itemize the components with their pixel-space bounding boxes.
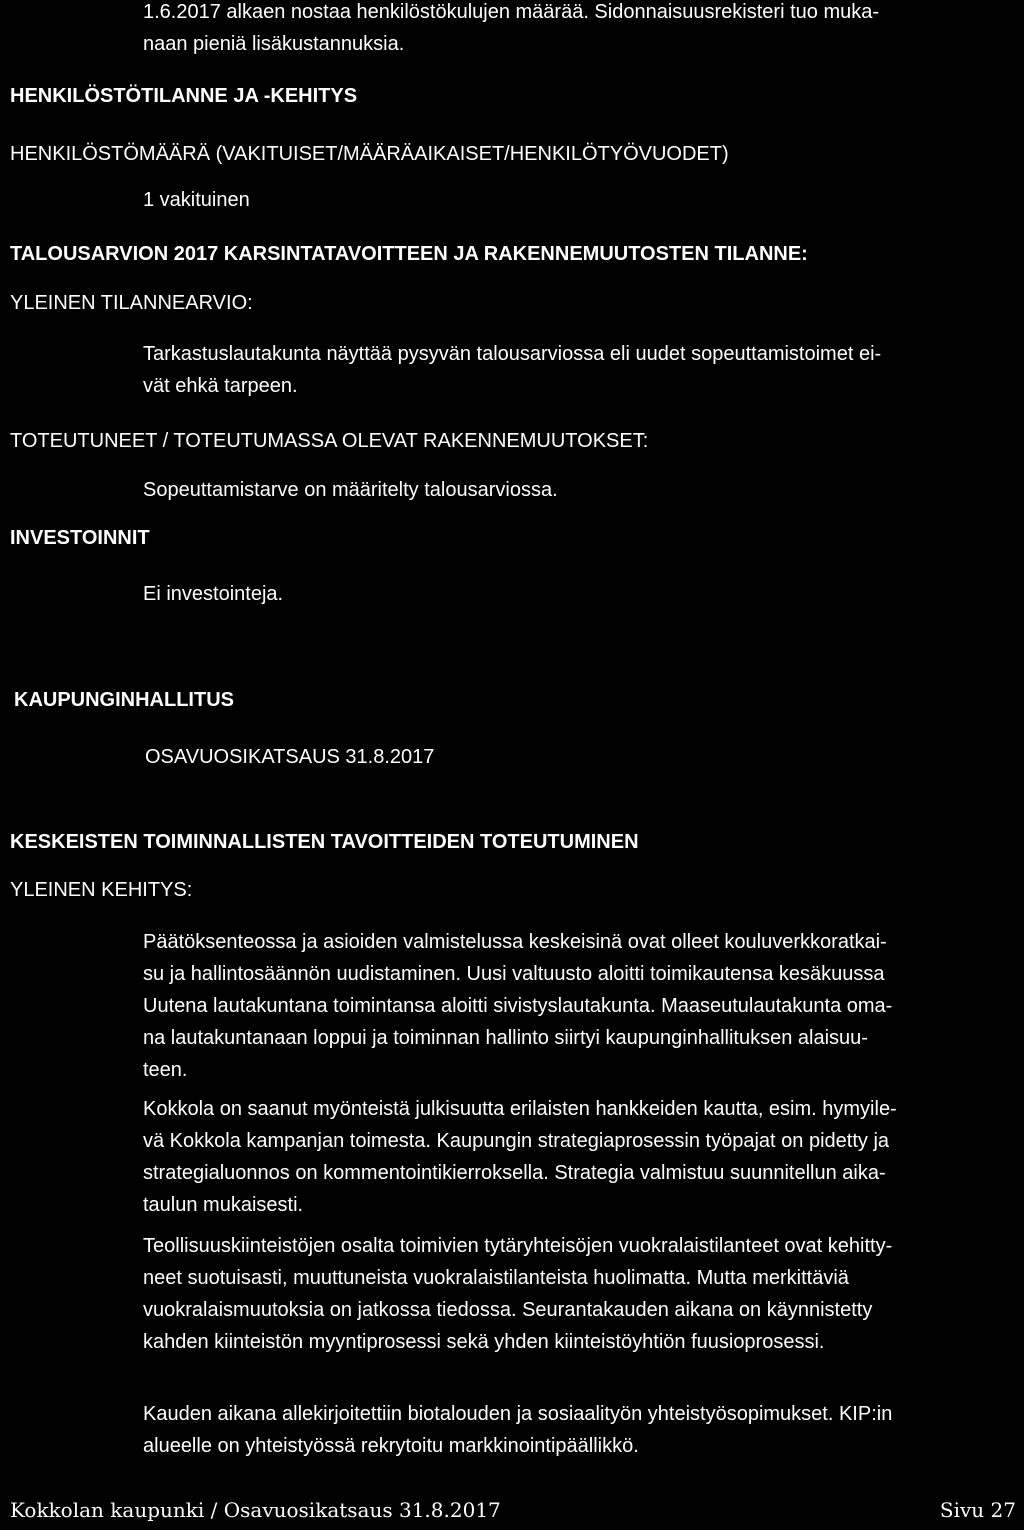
paragraph-line: taulun mukaisesti.: [143, 1194, 304, 1216]
paragraph-line: Kokkola on saanut myönteistä julkisuutta erilaisten hankkeiden kautta, esim. hymyile-: [143, 1098, 897, 1120]
page-number: Sivu 27: [939, 1498, 1016, 1522]
structural-changes-label: TOTEUTUNEET / TOTEUTUMASSA OLEVAT RAKENNEMUUTOKSET:: [10, 430, 649, 452]
staff-count-heading: HENKILÖSTÖMÄÄRÄ (VAKITUISET/MÄÄRÄAIKAISET/HENKILÖTYÖVUODET): [10, 143, 729, 165]
development-paragraph-4: [143, 1398, 892, 1462]
paragraph-line: Teollisuuskiinteistöjen osalta toimivien tytäryhteisöjen vuokralaistilanteet ovat kehitty-: [143, 1235, 893, 1257]
investments-text: Ei investointeja.: [143, 583, 284, 605]
city-board-heading: KAUPUNGINHALLITUS: [14, 689, 234, 711]
intro-line: naan pieniä lisäkustannuksia.: [143, 33, 405, 55]
paragraph-line: vä Kokkola kampanjan toimesta. Kaupungin strategiaprosessin työpajat on pidetty ja: [143, 1130, 890, 1152]
paragraph-line: kahden kiinteistön myyntiprosessi sekä yhden kiinteistöyhtiön fuusioprosessi.: [143, 1331, 825, 1353]
paragraph-line: Päätöksenteossa ja asioiden valmistelussa keskeisinä ovat olleet kouluverkkoratkai-: [143, 931, 887, 953]
investments-heading: INVESTOINNIT: [10, 527, 150, 549]
paragraph-line: alueelle on yhteistyössä rekrytoitu markkinointipäällikkö.: [143, 1435, 639, 1457]
assessment-line: Tarkastuslautakunta näyttää pysyvän talousarviossa eli uudet sopeuttamistoimet ei-: [143, 343, 882, 365]
general-development-label: YLEINEN KEHITYS:: [10, 879, 193, 901]
operational-goals-heading: KESKEISTEN TOIMINNALLISTEN TAVOITTEIDEN TOTEUTUMINEN: [10, 831, 639, 853]
paragraph-line: na lautakuntanaan loppui ja toiminnan hallinto siirtyi kaupunginhallituksen alaisuu-: [143, 1027, 868, 1049]
development-paragraph-1: [143, 926, 892, 1086]
general-assessment-text: [143, 338, 881, 402]
paragraph-line: Uutena lautakuntana toimintansa aloitti sivistyslautakunta. Maaseutulautakunta oma-: [143, 995, 893, 1017]
intro-line: 1.6.2017 alkaen nostaa henkilöstökulujen määrää. Sidonnaisuusrekisteri tuo muka-: [143, 1, 880, 23]
paragraph-line: su ja hallintosäännön uudistaminen. Uusi valtuusto aloitti toimikautensa kesäkuussa: [143, 963, 885, 985]
paragraph-line: strategialuonnos on kommentointikierroksella. Strategia valmistuu suunnitellun aika-: [143, 1162, 886, 1184]
paragraph-line: vuokralaismuutoksia on jatkossa tiedossa. Seurantakauden aikana on käynnistetty: [143, 1299, 873, 1321]
staff-count-value: 1 vakituinen: [143, 189, 250, 211]
structural-changes-text: Sopeuttamistarve on määritelty talousarviossa.: [143, 479, 558, 501]
footer-document-title: Kokkolan kaupunki / Osavuosikatsaus 31.8.2017: [10, 1498, 501, 1522]
paragraph-line: neet suotuisasti, muuttuneista vuokralaistilanteista huolimatta. Mutta merkittäviä: [143, 1267, 849, 1289]
interim-report-title: OSAVUOSIKATSAUS 31.8.2017: [145, 746, 435, 768]
staff-heading: HENKILÖSTÖTILANNE JA -KEHITYS: [10, 85, 358, 107]
development-paragraph-2: [143, 1093, 897, 1221]
assessment-line: vät ehkä tarpeen.: [143, 375, 298, 397]
paragraph-line: teen.: [143, 1059, 188, 1081]
general-assessment-label: YLEINEN TILANNEARVIO:: [10, 292, 253, 314]
budget-status-heading: TALOUSARVION 2017 KARSINTATAVOITTEEN JA RAKENNEMUUTOSTEN TILANNE:: [10, 243, 808, 265]
paragraph-line: Kauden aikana allekirjoitettiin biotalouden ja sosiaalityön yhteistyösopimukset. KIP:in: [143, 1403, 893, 1425]
intro-paragraph: [143, 0, 879, 60]
development-paragraph-3: [143, 1230, 892, 1358]
